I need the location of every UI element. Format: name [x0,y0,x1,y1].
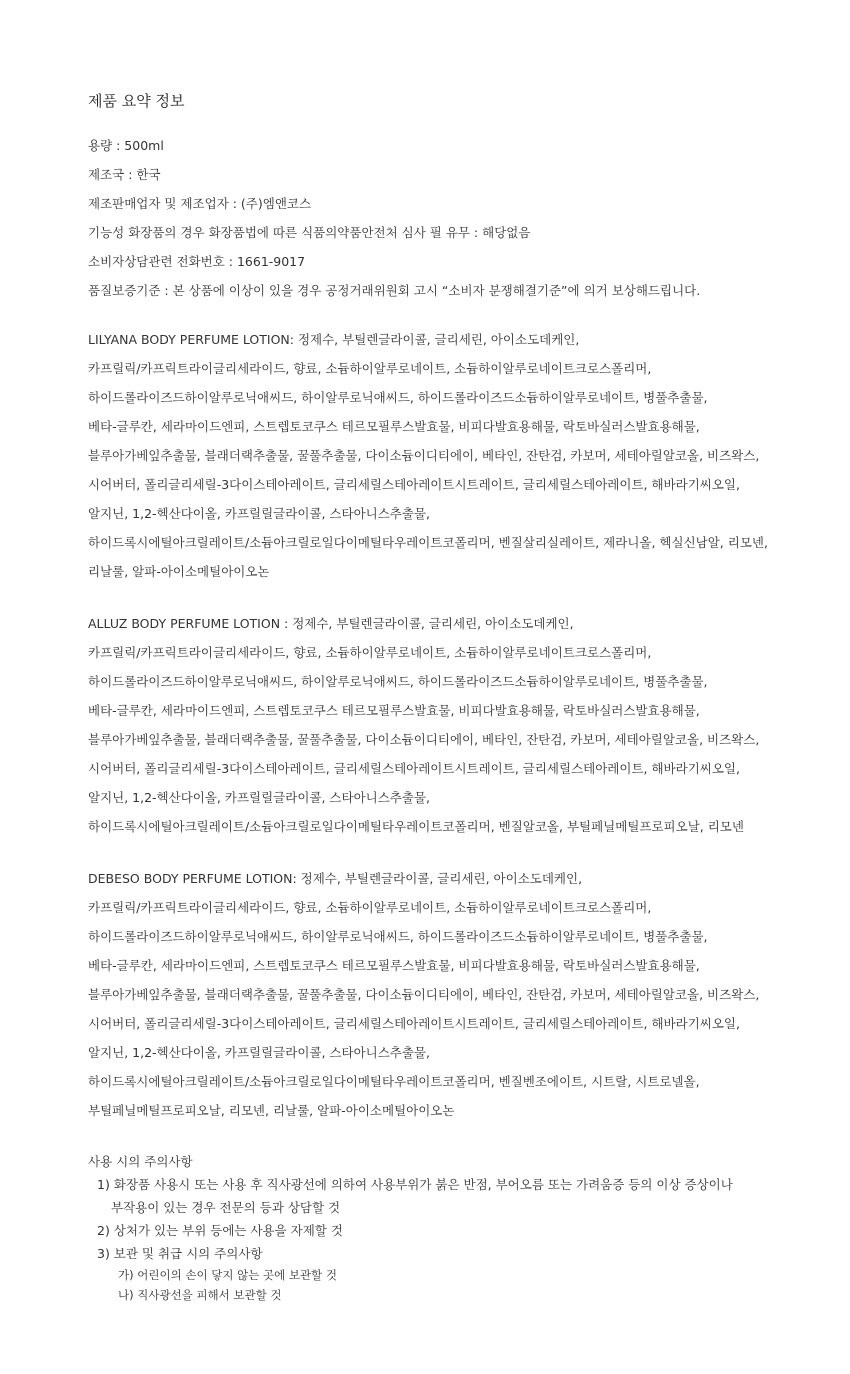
ingredients-lilyana [88,325,850,586]
ingredient-line: ALLUZ BODY PERFUME LOTION : 정제수, 부틸렌글라이콜, 글리세린, 아이소도데케인, [88,616,574,631]
caution-sub-b: 나) 직사광선을 피해서 보관할 것 [118,1288,282,1302]
ingredient-line: 하이드록시에틸아크릴레이트/소듐아크릴로일다이메틸타우레이트코폴리머, 벤질살리실레이트, 제라니올, 헥실신남알, 리모넨, [88,535,768,550]
info-quality-standard: 품질보증기준 : 본 상품에 이상이 있을 경우 공정거래위원회 고시 “소비자 분쟁해결기준”에 의거 보상해드립니다. [88,283,701,298]
info-country: 제조국 : 한국 [88,167,161,182]
info-manufacturer: 제조판매업자 및 제조업자 : (주)엠앤코스 [88,196,312,211]
ingredient-line: 시어버터, 폴리글리세릴-3다이스테아레이트, 글리세릴스테아레이트시트레이트, 글리세릴스테아레이트, 해바라기씨오일, [88,1016,740,1031]
caution-item-3: 3) 보관 및 취급 시의 주의사항 [97,1246,263,1261]
ingredient-line: 하이드록시에틸아크릴레이트/소듐아크릴로일다이메틸타우레이트코폴리머, 벤질벤조에이트, 시트랄, 시트로넬올, [88,1074,700,1089]
product-info-section [88,131,850,305]
info-phone: 소비자상담관련 전화번호 : 1661-9017 [88,254,306,269]
ingredient-line: 리날룰, 알파-아이소메틸아이오논 [88,564,270,579]
ingredient-line: 하이드롤라이즈드하이알루로닉애씨드, 하이알루로닉애씨드, 하이드롤라이즈드소듐하이알루로네이트, 병풀추출물, [88,390,708,405]
ingredient-line: 하이드롤라이즈드하이알루로닉애씨드, 하이알루로닉애씨드, 하이드롤라이즈드소듐하이알루로네이트, 병풀추출물, [88,929,708,944]
ingredient-line: 블루아가베잎추출물, 블래더랙추출물, 꿀풀추출물, 다이소듐이디티에이, 베타인, 잔탄검, 카보머, 세테아릴알코올, 비즈왁스, [88,987,760,1002]
ingredient-line: 시어버터, 폴리글리세릴-3다이스테아레이트, 글리세릴스테아레이트시트레이트, 글리세릴스테아레이트, 해바라기씨오일, [88,477,740,492]
ingredient-line: LILYANA BODY PERFUME LOTION: 정제수, 부틸렌글라이콜, 글리세린, 아이소도데케인, [88,332,580,347]
ingredient-line: 알지닌, 1,2-헥산다이올, 카프릴릴글라이콜, 스타아니스추출물, [88,1045,431,1060]
ingredient-line: 카프릴릭/카프릭트라이글리세라이드, 향료, 소듐하이알루로네이트, 소듐하이알루로네이트크로스폴리머, [88,900,652,915]
caution-section [88,1150,850,1305]
ingredient-line: 알지닌, 1,2-헥산다이올, 카프릴릴글라이콜, 스타아니스추출물, [88,790,431,805]
ingredient-line: 카프릴릭/카프릭트라이글리세라이드, 향료, 소듐하이알루로네이트, 소듐하이알루로네이트크로스폴리머, [88,361,652,376]
info-functional-review: 기능성 화장품의 경우 화장품법에 따른 식품의약품안전처 심사 필 유무 : 해당없음 [88,225,531,240]
ingredient-line: 블루아가베잎추출물, 블래더랙추출물, 꿀풀추출물, 다이소듐이디티에이, 베타인, 잔탄검, 카보머, 세테아릴알코올, 비즈왁스, [88,448,760,463]
ingredient-line: 블루아가베잎추출물, 블래더랙추출물, 꿀풀추출물, 다이소듐이디티에이, 베타인, 잔탄검, 카보머, 세테아릴알코올, 비즈왁스, [88,732,760,747]
caution-sub-a: 가) 어린이의 손이 닿지 않는 곳에 보관할 것 [118,1268,337,1282]
ingredient-line: 베타-글루칸, 세라마이드엔피, 스트렙토코쿠스 테르모필루스발효물, 비피다발효용해물, 락토바실러스발효용해물, [88,703,700,718]
caution-item-1: 1) 화장품 사용시 또는 사용 후 직사광선에 의하여 사용부위가 붉은 반점, 부어오름 또는 가려움증 등의 이상 증상이나 [97,1177,733,1192]
caution-item-2: 2) 상처가 있는 부위 등에는 사용을 자제할 것 [97,1223,343,1238]
caution-title: 사용 시의 주의사항 [88,1154,193,1169]
caution-item-1-continued: 부작용이 있는 경우 전문의 등과 상담할 것 [111,1200,341,1215]
ingredient-line: DEBESO BODY PERFUME LOTION: 정제수, 부틸렌글라이콜, 글리세린, 아이소도데케인, [88,871,583,886]
ingredient-line: 하이드롤라이즈드하이알루로닉애씨드, 하이알루로닉애씨드, 하이드롤라이즈드소듐하이알루로네이트, 병풀추출물, [88,674,708,689]
ingredients-debeso [88,864,850,1125]
ingredients-alluz [88,609,850,841]
info-capacity: 용량 : 500ml [88,138,164,153]
ingredient-line: 시어버터, 폴리글리세릴-3다이스테아레이트, 글리세릴스테아레이트시트레이트, 글리세릴스테아레이트, 해바라기씨오일, [88,761,740,776]
ingredient-line: 알지닌, 1,2-헥산다이올, 카프릴릴글라이콜, 스타아니스추출물, [88,506,431,521]
ingredient-line: 베타-글루칸, 세라마이드엔피, 스트렙토코쿠스 테르모필루스발효물, 비피다발효용해물, 락토바실러스발효용해물, [88,419,700,434]
page-title: 제품 요약 정보 [88,92,185,110]
ingredient-line: 부틸페닐메틸프로피오날, 리모넨, 리날룰, 알파-아이소메틸아이오논 [88,1103,455,1118]
ingredient-line: 베타-글루칸, 세라마이드엔피, 스트렙토코쿠스 테르모필루스발효물, 비피다발효용해물, 락토바실러스발효용해물, [88,958,700,973]
ingredient-line: 카프릴릭/카프릭트라이글리세라이드, 향료, 소듐하이알루로네이트, 소듐하이알루로네이트크로스폴리머, [88,645,652,660]
ingredient-line: 하이드록시에틸아크릴레이트/소듐아크릴로일다이메틸타우레이트코폴리머, 벤질알코올, 부틸페닐메틸프로피오날, 리모넨 [88,819,744,834]
